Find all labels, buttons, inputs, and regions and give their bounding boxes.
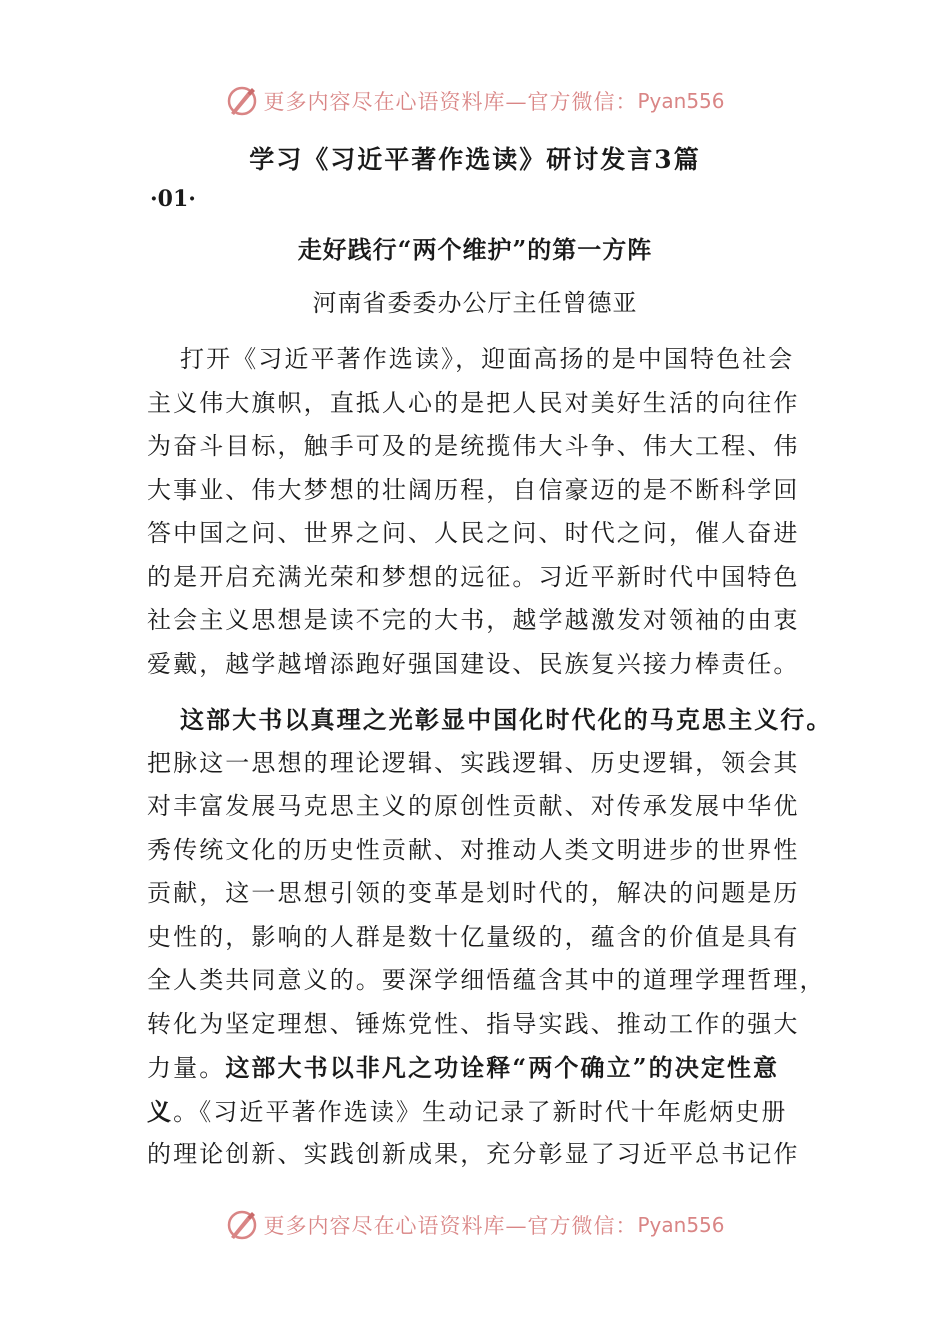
paragraph-line: 史性的，影响的人群是数十亿量级的，蕴含的价值是具有 xyxy=(147,922,800,951)
paragraph-gap xyxy=(147,686,807,698)
banner-text: 更多内容尽在心语资料库—官方微信： xyxy=(263,1214,638,1238)
plain-text: 。《习近平著作选读》生动记录了新时代十年彪炳史册 xyxy=(173,1097,788,1126)
footer-banner xyxy=(0,1208,950,1242)
wechat-id: Pyan556 xyxy=(637,1213,725,1237)
document-title: 学习《习近平著作选读》研讨发言3篇 xyxy=(249,145,701,174)
paragraph-line: 的理论创新、实践创新成果，充分彰显了习近平总书记作 xyxy=(147,1140,800,1168)
banner-text: 更多内容尽在心语资料库—官方微信： xyxy=(263,90,638,114)
paragraph-line xyxy=(147,698,833,742)
paragraph-line: 为奋斗目标，触手可及的是统揽伟大斗争、伟大工程、伟 xyxy=(147,432,800,460)
bold-sentence: 义 xyxy=(147,1096,174,1126)
pen-logo-icon xyxy=(225,1208,259,1242)
paragraph-line: 全人类共同意义的。要深学细悟蕴含其中的道理学理哲理， xyxy=(147,966,826,994)
paragraph-line: 对丰富发展马克思主义的原创性贡献、对传承发展中华优 xyxy=(147,792,800,820)
paragraph-line: 秀传统文化的历史性贡献、对推动人类文明进步的世界性 xyxy=(147,835,800,864)
header-banner xyxy=(0,84,950,118)
paragraph-line: 大事业、伟大梦想的壮阔历程，自信豪迈的是不断科学回 xyxy=(147,475,800,504)
wechat-id: Pyan556 xyxy=(637,89,725,113)
paragraph-line: 贡献，这一思想引领的变革是划时代的，解决的问题是历 xyxy=(147,879,800,907)
pen-logo-icon xyxy=(225,84,259,118)
plain-text: 力量。 xyxy=(147,1054,226,1082)
bold-sentence: 这部大书以非凡之功诠释“两个确立”的决定性意 xyxy=(225,1053,780,1082)
author-line: 河南省委委办公厅主任曾德亚 xyxy=(312,289,638,317)
section-number: ·01· xyxy=(150,186,196,212)
bold-lead-sentence: 这部大书以真理之光彰显中国化时代化的马克思主义行。 xyxy=(180,705,833,734)
paragraph-line: 的是开启充满光荣和梦想的远征。习近平新时代中国特色 xyxy=(147,562,800,591)
paragraph-line: 把脉这一思想的理论逻辑、实践逻辑、历史逻辑，领会其 xyxy=(147,748,800,777)
paragraph-line: 答中国之问、世界之问、人民之问、时代之问，催人奋进 xyxy=(147,519,800,547)
article-body xyxy=(147,338,833,1177)
paragraph-line: 主义伟大旗帜，直抵人心的是把人民对美好生活的向往作 xyxy=(147,388,800,417)
article-title: 走好践行“两个维护”的第一方阵 xyxy=(297,235,653,264)
paragraph-line: 打开《习近平著作选读》，迎面高扬的是中国特色社会 xyxy=(180,345,795,373)
paragraph-line: 转化为坚定理想、锤炼党性、指导实践、推动工作的强大 xyxy=(147,1009,800,1038)
paragraph-line: 社会主义思想是读不完的大书，越学越激发对领袖的由衷 xyxy=(147,606,800,634)
paragraph-line xyxy=(147,1046,807,1090)
paragraph-line xyxy=(147,1090,807,1134)
paragraph-line: 爱戴，越学越增添跑好强国建设、民族复兴接力棒责任。 xyxy=(147,649,800,678)
